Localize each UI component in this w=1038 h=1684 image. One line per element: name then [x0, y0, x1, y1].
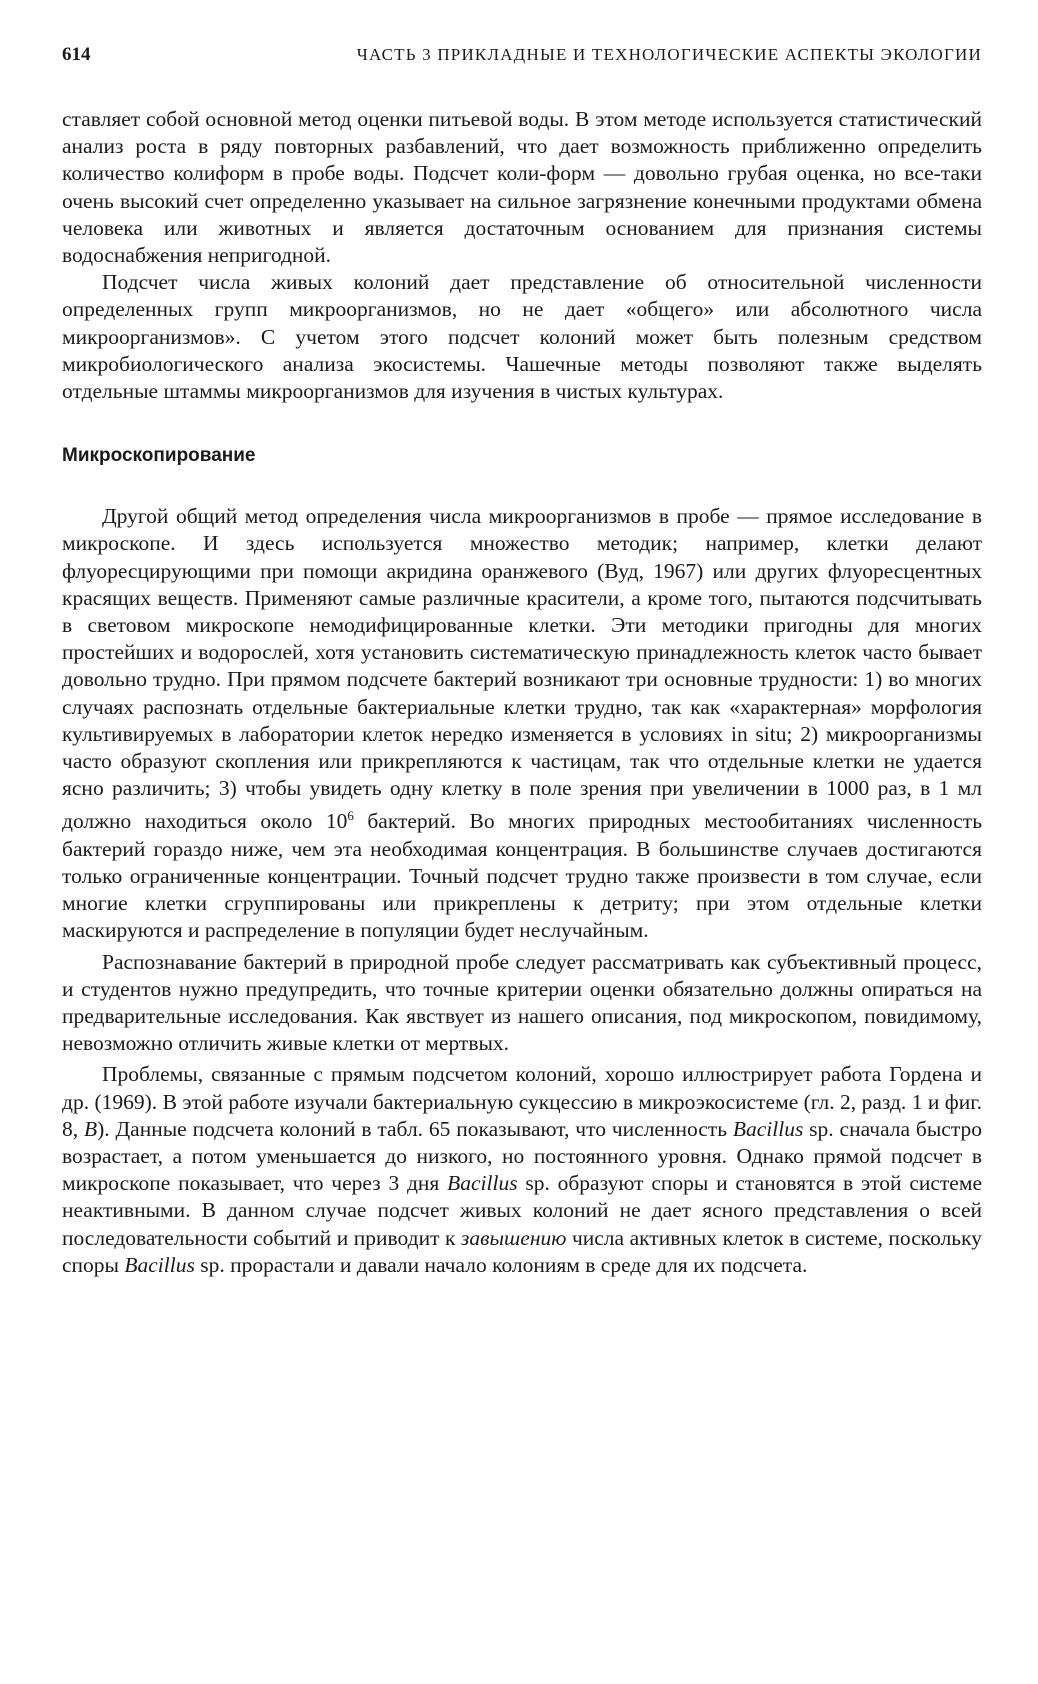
- text-segment: sp. прорастали и давали начало колониям в среде для их подсчета.: [194, 1252, 808, 1277]
- section-microscopy: [62, 503, 982, 1279]
- running-header-title: ЧАСТЬ 3 ПРИКЛАДНЫЕ И ТЕХНОЛОГИЧЕСКИЕ АСПЕКТЫ ЭКОЛОГИИ: [356, 45, 982, 64]
- body-text: [62, 106, 982, 405]
- paragraph-continuation: ставляет собой основной метод оценки питьевой воды. В этом методе используется статистический анализ роста в ряду повторных разбавлений, что дает возможность приближенно определить количество колиформ в пробе воды. Подсчет коли-форм — довольно грубая оценка, но все-таки очень высокий счет определенно указывает на сильное загрязнение конечными продуктами обмена человека или животных и является достаточным основанием для признания системы водоснабжения непригодной.: [62, 107, 982, 268]
- text-segment: Проблемы, связанные с прямым подсчетом колоний, хорошо иллюстрирует работа Гордена и др. (1969). В этой работе изучали бактериальную сукцессию в микроэкосистеме (гл. 2, разд. 1 и фиг. 8,: [62, 1062, 982, 1141]
- text-segment: числа активных клеток в системе, поскольку споры: [62, 1225, 982, 1277]
- paragraph-direct-microscopy: [62, 503, 982, 944]
- paragraph-gorden-study: [62, 1061, 982, 1279]
- figure-reference-italic: В: [83, 1116, 98, 1141]
- book-page: [62, 44, 982, 1279]
- emphasis-italic: завышению: [461, 1225, 567, 1250]
- section-heading: Микроскопирование: [62, 445, 256, 467]
- running-header: [62, 44, 982, 76]
- genus-name-italic: Bacillus: [124, 1252, 195, 1277]
- text-segment: sp. сначала быстро возрастает, а потом уменьшается до низкого, но постоянного уровня. Однако прямой подсчет в микроскопе показывает, что через 3 дня: [62, 1116, 983, 1196]
- text-segment: sp. образуют споры и становятся в этой системе неактивными. В данном случае подсчет живых колоний не дает ясного представления о всей последовательности событий и приводит к: [62, 1171, 982, 1250]
- genus-name-italic: Bacillus: [447, 1171, 518, 1196]
- superscript-exponent: 6: [347, 808, 354, 824]
- text-segment: ). Данные подсчета колоний в табл. 65 показывают, что численность: [97, 1116, 733, 1141]
- paragraph-text-end: бактерий. Во многих природных местообитаниях численность бактерий гораздо ниже, чем эта необходимая концентрация. В большинстве случаев достигаются только ограниченные концентрации. Точный подсчет трудно также произвести в том случае, если многие клетки сгруппированы или прикреплены к детриту; при этом отдельные клетки маскируются и распределение в популяции будет неслучайным.: [62, 809, 982, 943]
- paragraph-bacteria-recognition: Распознавание бактерий в природной пробе следует рассматривать как субъективный процесс, и студентов нужно предупредить, что точные критерии оценки обязательно должны опираться на предварительные исследования. Как явствует из нашего описания, под микроскопом, повидимому, невозможно отличить живые клетки от мертвых.: [62, 949, 982, 1056]
- genus-name-italic: Bacillus: [732, 1116, 804, 1141]
- page-number: 614: [62, 44, 91, 65]
- paragraph-colony-count: Подсчет числа живых колоний дает представление об относительной численности определенных групп микроорганизмов, но не дает «общего» или абсолютного числа микроорганизмов». С учетом этого подсчет колоний может быть полезным средством микробиологического анализа экосистемы. Чашечные методы позволяют также выделять отдельные штаммы микроорганизмов для изучения в чистых культурах.: [62, 270, 982, 404]
- paragraph-text: Другой общий метод определения числа микроорганизмов в пробе — прямое исследование в микроскопе. И здесь используется множество методик; например, клетки делают флуоресцирующими при помощи акридина оранжевого (Вуд, 1967) или других флуоресцентных красящих веществ. Применяют самые различные красители, а кроме того, пытаются подсчитывать в световом микроскопе немодифицированные клетки. Эти методики пригодны для многих простейших и водорослей, хотя установить систематическую принадлежность клеток часто бывает довольно трудно. При прямом подсчете бактерий возникают три основные трудности: 1) во многих случаях распознать отдельные бактериальные клетки трудно, так как «характерная» морфология культивируемых в лаборатории клеток нередко изменяется в условиях in situ; 2) микроорганизмы часто образуют скопления или прикрепляются к частицам, так что отдельные клетки не удается ясно различить; 3) чтобы увидеть одну клетку в поле зрения при увеличении в 1000 раз, в 1 мл должно находиться около 10: [62, 504, 982, 834]
